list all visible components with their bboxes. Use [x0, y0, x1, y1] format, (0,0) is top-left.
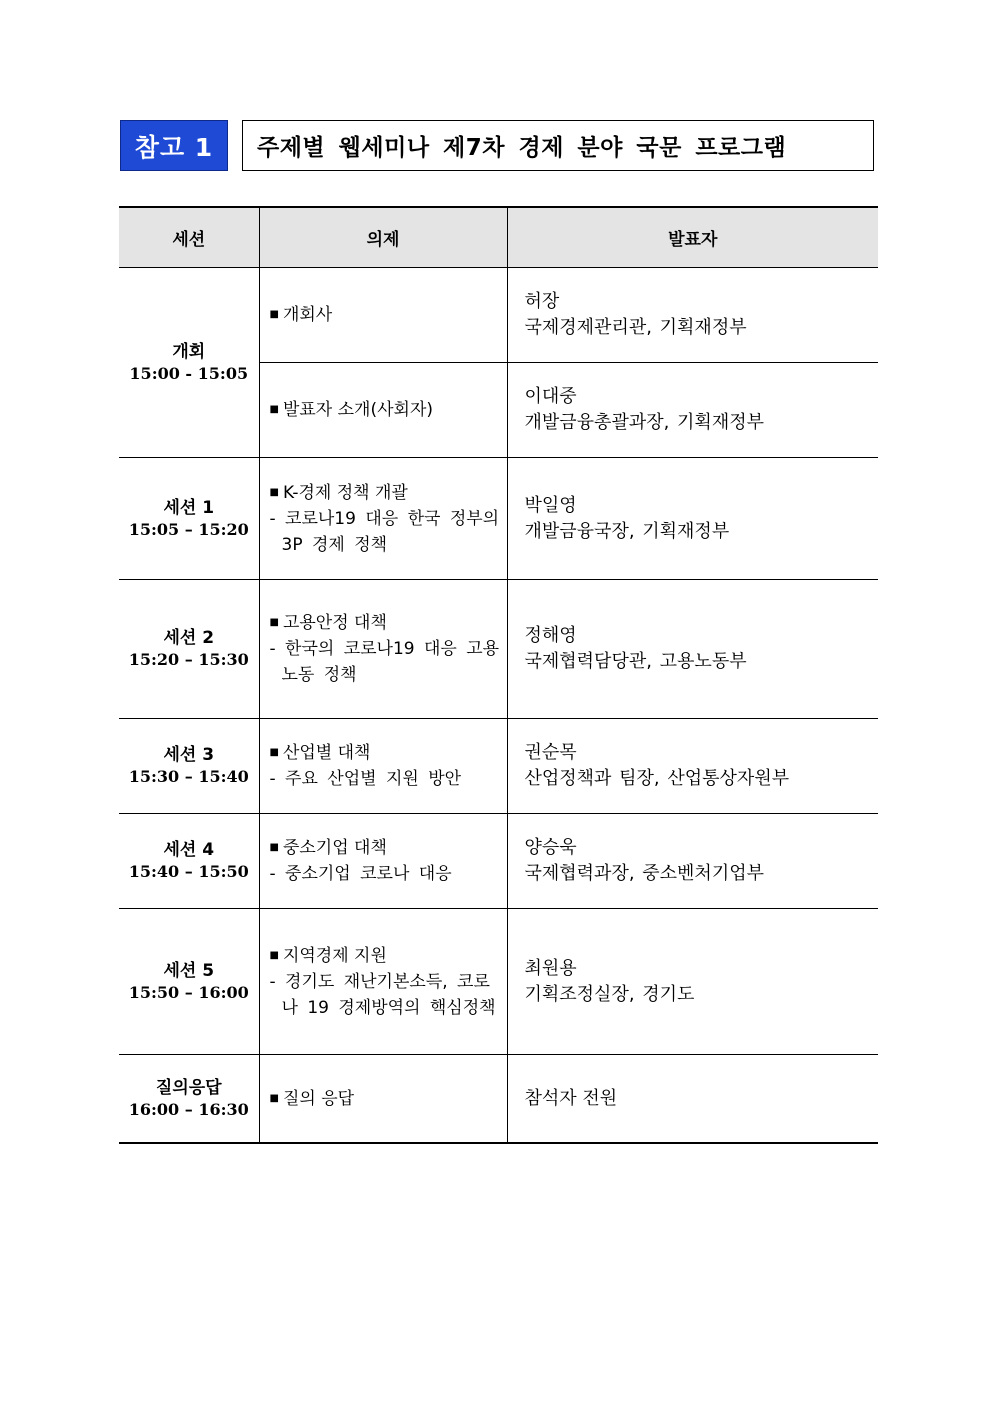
session-name: 세션 1	[163, 497, 215, 518]
bullet-icon: ■	[269, 747, 279, 758]
agenda-detail: - 주요 산업별 지원 방안	[269, 769, 462, 789]
speaker-role: 국제경제관리관, 기획재정부	[524, 317, 747, 338]
speaker-role: 국제협력담당관, 고용노동부	[524, 651, 747, 672]
agenda-title: 발표자 소개(사회자)	[282, 400, 433, 420]
agenda-detail: - 중소기업 코로나 대응	[269, 864, 452, 884]
agenda-cell	[259, 580, 507, 719]
agenda-title: 질의 응답	[282, 1088, 355, 1109]
agenda-detail: - 코로나19 대응 한국 정부의 3P 경제 정책	[269, 508, 500, 555]
agenda-detail: - 한국의 코로나19 대응 고용노동 정책	[269, 639, 500, 685]
speaker-name: 양승욱	[524, 837, 577, 858]
speaker-name: 최원용	[524, 957, 577, 979]
column-header-speaker: 발표자	[507, 207, 878, 268]
speaker-cell	[507, 363, 878, 458]
session-cell	[119, 580, 259, 719]
speaker-cell	[507, 458, 878, 580]
session-time: 15:40 – 15:50	[128, 862, 249, 881]
agenda-title: 산업별 대책	[282, 743, 371, 763]
session-name: 세션 5	[163, 960, 215, 981]
speaker-name: 정해영	[524, 625, 577, 646]
session-time: 16:00 – 16:30	[128, 1099, 249, 1119]
agenda-cell	[259, 719, 507, 814]
speaker-role: 개발금융국장, 기획재정부	[524, 520, 730, 542]
session-time: 15:20 – 15:30	[128, 650, 249, 669]
program-table	[119, 206, 878, 1144]
session-time: 15:00 - 15:05	[129, 363, 249, 383]
table-row	[119, 814, 878, 909]
table-row	[119, 458, 878, 580]
agenda-cell	[259, 268, 507, 363]
speaker-name: 박일영	[524, 494, 577, 516]
bullet-icon: ■	[269, 309, 279, 320]
session-cell	[119, 1055, 259, 1144]
speaker-cell	[507, 909, 878, 1055]
speaker-name: 권순목	[524, 742, 577, 763]
table-row	[119, 580, 878, 719]
session-name: 세션 4	[163, 840, 215, 860]
speaker-cell	[507, 268, 878, 363]
session-name: 개회	[172, 341, 206, 362]
agenda-title: 개회사	[282, 305, 333, 325]
agenda-cell	[259, 458, 507, 580]
session-cell	[119, 719, 259, 814]
agenda-cell	[259, 909, 507, 1055]
speaker-role: 기획조정실장, 경기도	[524, 983, 695, 1005]
table-row	[119, 1055, 878, 1144]
table-header-row	[119, 207, 878, 268]
speaker-name: 참석자 전원	[524, 1087, 618, 1109]
speaker-role: 개발금융총괄과장, 기획재정부	[524, 412, 764, 433]
session-name: 세션 2	[163, 628, 215, 648]
speaker-cell	[507, 1055, 878, 1144]
speaker-name: 허장	[524, 291, 560, 312]
agenda-cell	[259, 814, 507, 909]
speaker-role: 국제협력과장, 중소벤처기업부	[524, 863, 764, 884]
agenda-cell	[259, 1055, 507, 1144]
table-row	[119, 268, 878, 363]
agenda-title: K-경제 정책 개괄	[282, 482, 408, 503]
session-time: 15:50 – 16:00	[128, 982, 249, 1002]
speaker-cell	[507, 719, 878, 814]
session-cell	[119, 909, 259, 1055]
session-name: 질의응답	[155, 1077, 222, 1098]
reference-badge: 참고 1	[120, 120, 228, 171]
table-row	[119, 909, 878, 1055]
column-header-session: 세션	[119, 207, 259, 268]
bullet-icon: ■	[269, 842, 279, 853]
bullet-icon: ■	[269, 486, 279, 498]
session-cell	[119, 458, 259, 580]
bullet-icon: ■	[269, 617, 279, 628]
bullet-icon: ■	[269, 404, 279, 415]
speaker-role: 산업정책과 팀장, 산업통상자원부	[524, 768, 790, 789]
session-cell	[119, 268, 259, 458]
agenda-cell	[259, 363, 507, 458]
session-name: 세션 3	[163, 745, 215, 765]
session-time: 15:05 – 15:20	[128, 519, 249, 539]
bullet-icon: ■	[269, 1092, 279, 1104]
agenda-detail: - 경기도 재난기본소득, 코로나 19 경제방역의 핵심정책	[269, 971, 496, 1018]
agenda-title: 고용안정 대책	[282, 613, 387, 633]
bullet-icon: ■	[269, 949, 279, 961]
session-time: 15:30 – 15:40	[128, 767, 249, 786]
agenda-title: 지역경제 지원	[282, 945, 387, 966]
table-row	[119, 719, 878, 814]
speaker-cell	[507, 814, 878, 909]
column-header-agenda: 의제	[259, 207, 507, 268]
agenda-title: 중소기업 대책	[282, 838, 387, 858]
session-cell	[119, 814, 259, 909]
speaker-name: 이대중	[524, 386, 577, 407]
speaker-cell	[507, 580, 878, 719]
page-title: 주제별 웹세미나 제7차 경제 분야 국문 프로그램	[242, 120, 874, 171]
